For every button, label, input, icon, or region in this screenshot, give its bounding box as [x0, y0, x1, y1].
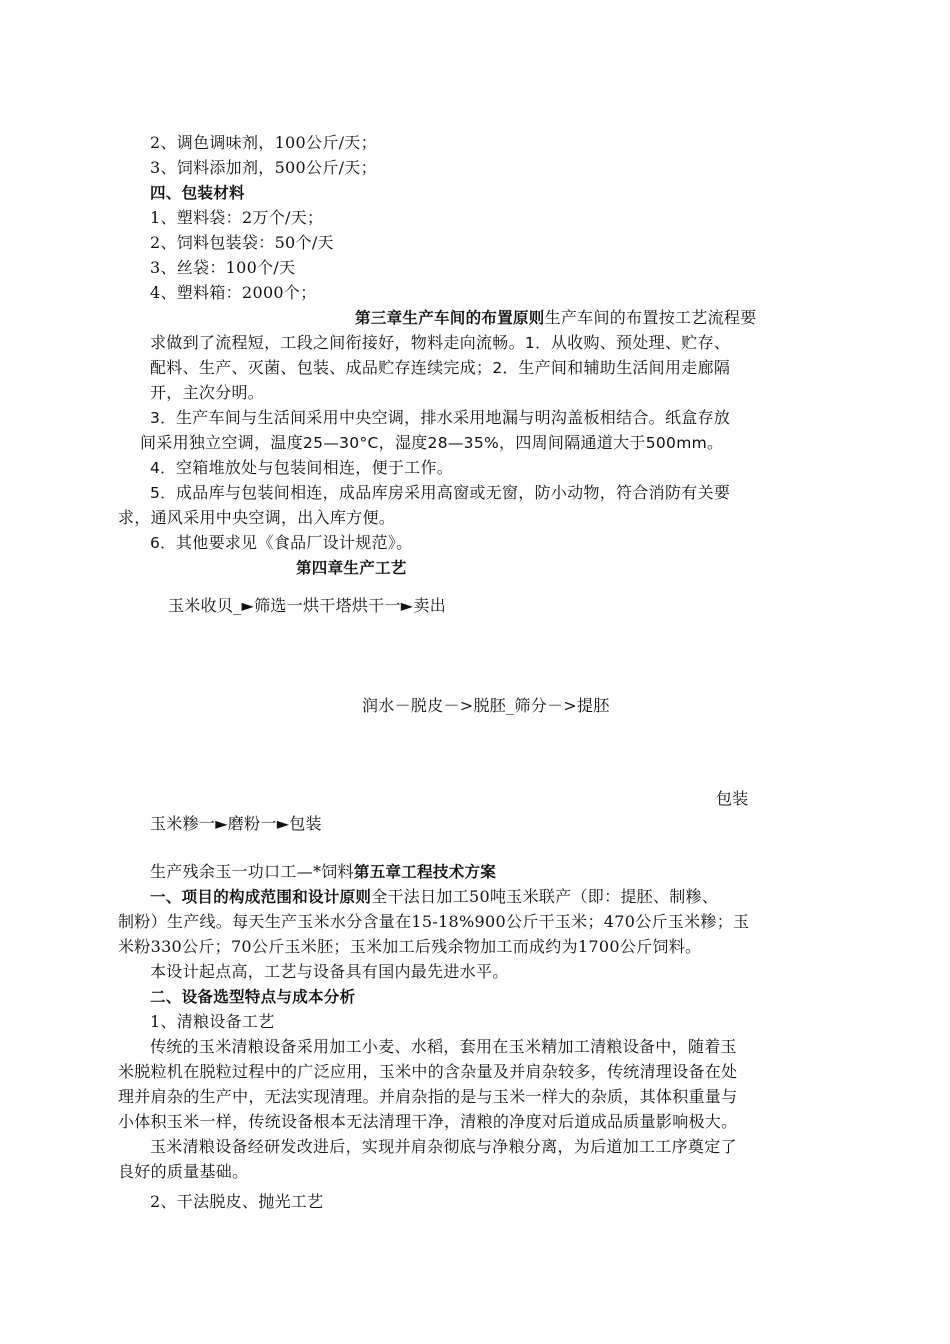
text-line: 良好的质量基础。 [118, 1162, 249, 1181]
item-number: 4． [150, 459, 176, 477]
text-span: 其他要求见《食品厂设计规范》。 [175, 533, 413, 552]
text-line: 1、塑料袋：2万个/天； [150, 208, 324, 227]
flow-line: 玉米糁一►磨粉一►包装 [150, 814, 322, 833]
text-line: 3、饲料添加剂，500公斤/天； [150, 158, 377, 177]
section-heading: 四、包装材料 [150, 184, 245, 202]
text-line [140, 433, 723, 453]
flow-span: 生产残余玉一功口工—*饲料 [150, 862, 354, 881]
text-line: 米脱粒机在脱粒过程中的广泛应用，玉米中的含杂量及并肩杂较多，传统清理设备在处 [118, 1062, 738, 1081]
text-line: 开，主次分明。 [150, 383, 265, 402]
section-title: 一、项目的构成范围和设计原则 [150, 888, 372, 906]
text-line: 1、清粮设备工艺 [150, 1012, 275, 1031]
value-span: 500mm [645, 434, 708, 452]
text-line: 米粉330公斤；70公斤玉米胚；玉米加工后残余物加工而成约为1700公斤饲料。 [118, 937, 702, 956]
text-line [150, 483, 730, 503]
text-span: 。 [707, 433, 724, 452]
text-line: 理并肩杂的生产中，无法实现清理。并肩杂指的是与玉米一样大的杂质，其体积重量与 [118, 1087, 738, 1106]
chapter-3-line [355, 308, 757, 328]
text-span: 配料、生产、灭菌、包装、成品贮存连续完成； [150, 358, 493, 377]
text-line: 2、饲料包装袋：50个/天 [150, 233, 334, 252]
value-span: 25—30°C [303, 434, 379, 452]
text-line: 4、塑料箱：2000个； [150, 283, 317, 302]
text-span: 生产车间与生活间采用中央空调，排水采用地漏与明沟盖板相结合。纸盒存放 [175, 408, 731, 427]
text-line: 2、调色调味剂，100公斤/天； [150, 133, 377, 152]
item-number: 5． [150, 484, 176, 502]
text-span: 生产车间的布置按工艺流程要 [544, 308, 757, 327]
item-number: 6． [150, 534, 176, 552]
text-line [150, 333, 730, 353]
text-span: 全干法日加工50吨玉米联产（即：提胚、制糁、 [371, 887, 719, 906]
text-line [150, 458, 453, 478]
flow-line: 玉米收贝_►筛选一烘干塔烘干一►卖出 [168, 596, 447, 615]
section-title: 二、设备选型特点与成本分析 [150, 988, 356, 1006]
text-line [150, 408, 730, 428]
text-line: 传统的玉米清粮设备采用加工小麦、水稻，套用在玉米精加工清粮设备中，随着玉 [150, 1037, 737, 1056]
text-line: 2、干法脱皮、抛光工艺 [150, 1192, 324, 1211]
text-span: 从收购、预处理、贮存、 [550, 333, 731, 352]
text-line: 玉米清粮设备经研发改进后，实现并肩杂彻底与净粮分离，为后道加工工序奠定了 [150, 1137, 737, 1156]
text-line [150, 862, 496, 882]
text-span: ，湿度 [378, 433, 428, 452]
text-line [150, 887, 718, 907]
text-span: 间采用独立空调，温度 [140, 433, 304, 452]
item-number: 1． [524, 334, 551, 352]
text-line: 本设计起点高，工艺与设备具有国内最先进水平。 [150, 962, 509, 981]
value-span: 28—35% [427, 434, 500, 452]
flow-line: 包装 [716, 789, 749, 808]
chapter-4-title: 第四章生产工艺 [296, 559, 407, 577]
chapter-5-title: 第五章工程技术方案 [353, 863, 497, 881]
text-line: 制粉）生产线。每天生产玉米水分含量在15-18%900公斤干玉米；470公斤玉米糁；玉 [118, 912, 750, 931]
text-line [150, 358, 730, 378]
text-line: 小体积玉米一样，传统设备根本无法清理干净，清粮的净度对后道成品质量影响极大。 [118, 1112, 738, 1131]
text-span: 生产间和辅助生活间用走廊隔 [518, 358, 731, 377]
item-number: 2． [492, 359, 519, 377]
text-line: 3、丝袋：100个/天 [150, 258, 296, 277]
flow-line: 润水－脱皮－>脱胚_筛分－>提胚 [362, 696, 610, 715]
text-span: 求做到了流程短，工段之间衔接好，物料走向流畅。 [150, 333, 525, 352]
text-span: 成品库与包装间相连，成品库房采用高窗或无窗，防小动物，符合消防有关要 [175, 483, 731, 502]
chapter-3-title: 第三章生产车间的布置原则 [355, 309, 545, 327]
text-span: 空箱堆放处与包装间相连，便于工作。 [175, 458, 454, 477]
text-span: ，四周间隔通道大于 [499, 433, 646, 452]
text-line: 求，通风采用中央空调，出入库方便。 [118, 508, 396, 527]
text-line [150, 533, 412, 553]
item-number: 3． [150, 409, 176, 427]
